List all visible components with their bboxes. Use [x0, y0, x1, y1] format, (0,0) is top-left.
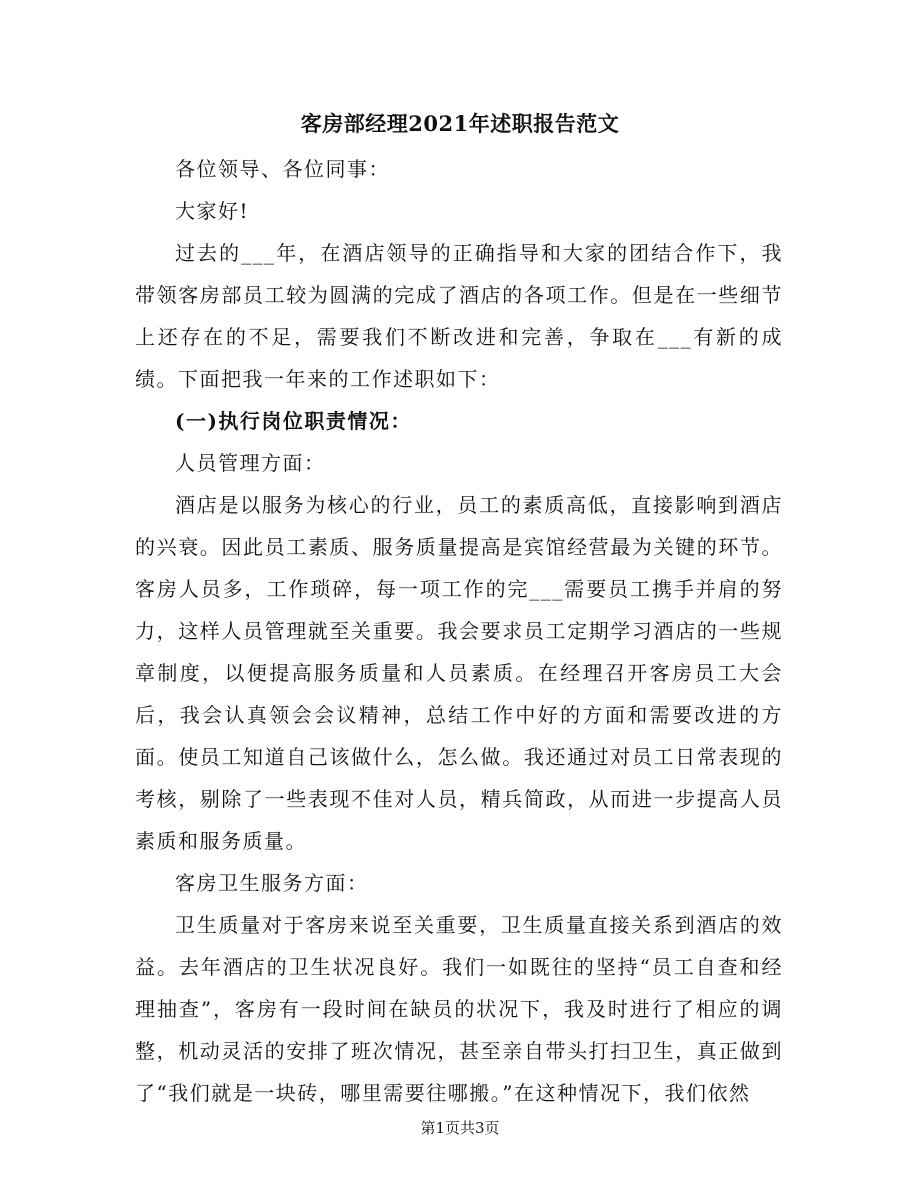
document-body	[135, 148, 783, 1114]
subheading-hygiene: 客房卫生服务方面：	[175, 871, 369, 895]
greeting: 大家好!	[175, 199, 250, 223]
hygiene-paragraph: 卫生质量对于客房来说至关重要，卫生质量直接关系到酒店的效益。去年酒店的卫生状况良好。我们一如既往的坚持“员工自查和经理抽查”，客房有一段时间在缺员的状况下，我及时进行了相应的调整，机动灵活的安排了班次情况，甚至亲自带头打扫卫生，真正做到了“我们就是一块砖，哪里需要往哪搬。”在这种情况下，我们依然	[135, 913, 783, 1105]
personnel-paragraph: 酒店是以服务为核心的行业，员工的素质高低，直接影响到酒店的兴衰。因此员工素质、服务质量提高是宾馆经营最为关键的环节。客房人员多，工作琐碎，每一项工作的完___需要员工携手并肩的努力，这样人员管理就至关重要。我会要求员工定期学习酒店的一些规章制度，以便提高服务质量和人员素质。在经理召开客房员工大会后，我会认真领会会议精神，总结工作中好的方面和需要改进的方面。使员工知道自己该做什么，怎么做。我还通过对员工日常表现的考核，剔除了一些表现不佳对人员，精兵简政，从而进一步提高人员素质和服务质量。	[135, 493, 783, 853]
page-number: 第1页共3页	[420, 1119, 500, 1137]
salutation: 各位领导、各位同事：	[175, 157, 390, 181]
intro-paragraph: 过去的___年，在酒店领导的正确指导和大家的团结合作下，我带领客房部员工较为圆满的完成了酒店的各项工作。但是在一些细节上还存在的不足，需要我们不断改进和完善，争取在___有新的成绩。下面把我一年来的工作述职如下：	[135, 241, 783, 391]
subheading-personnel: 人员管理方面：	[175, 451, 326, 475]
section-heading: (一)执行岗位职责情况：	[175, 409, 412, 433]
document-title: 客房部经理2021年述职报告范文	[300, 111, 620, 136]
